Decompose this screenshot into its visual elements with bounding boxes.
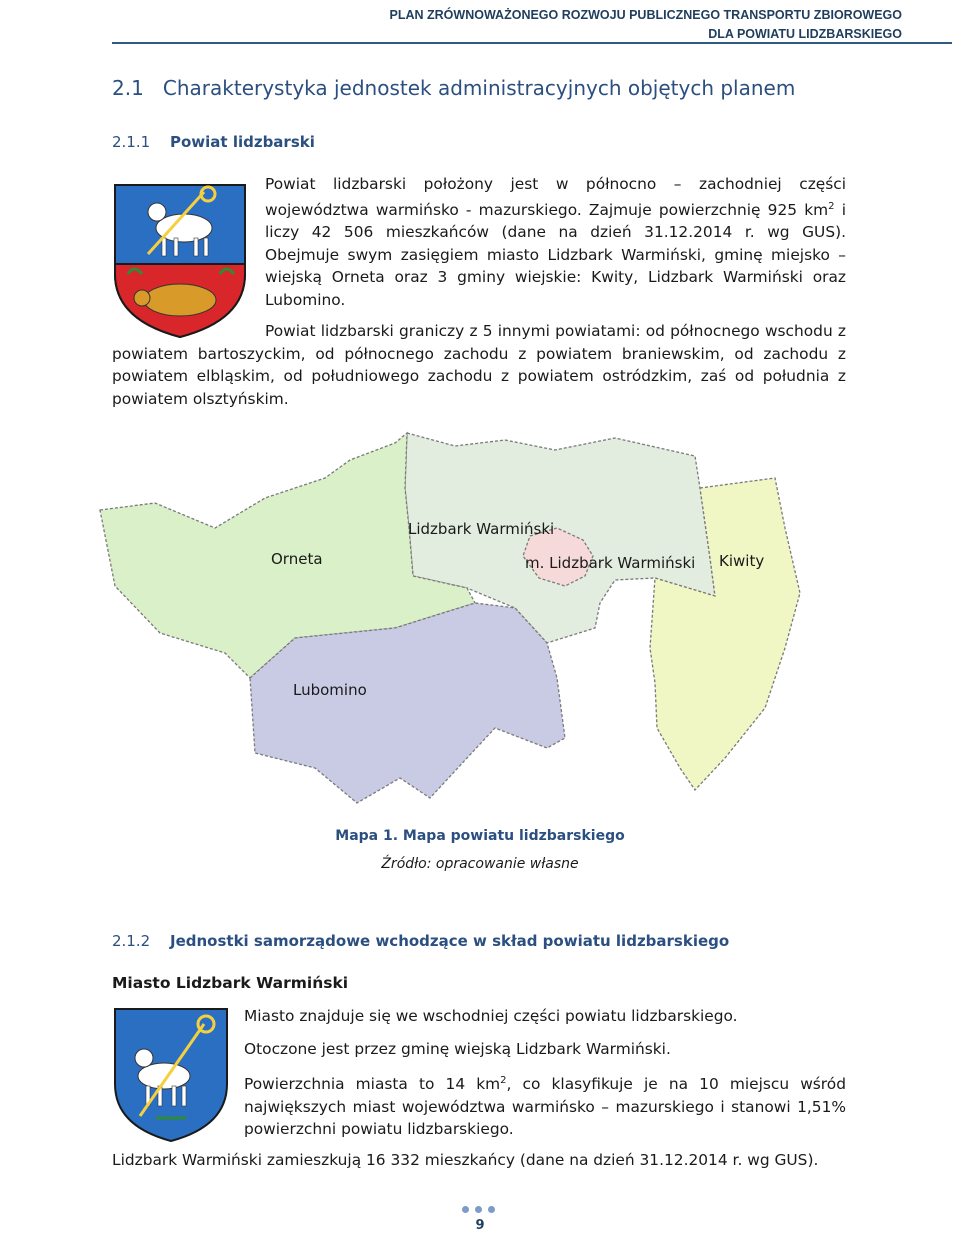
subsection-title: Powiat lidzbarski bbox=[170, 133, 315, 151]
city-area-text-b: , co klasyfikuje je na 10 miejscu wśród największych miast województwa warmińsko – mazurskiego i stanowi 1,51% powierzchni powiatu lidzbarskiego. bbox=[244, 1075, 846, 1139]
intro-text-b: i liczy 42 506 mieszkańców (dane na dzień 31.12.2014 r. wg GUS). Obejmuje swym zasięgiem miasto Lidzbark Warmiński, gminę miejsko – wiejską Orneta oraz 3 gminy wiejskie: Kwity, Lidzbark Warmiński oraz Lubomino. bbox=[265, 200, 846, 309]
city-title: Miasto Lidzbark Warmiński bbox=[112, 974, 349, 992]
section-number: 2.1 bbox=[112, 76, 144, 100]
intro-sup: 2 bbox=[828, 200, 835, 212]
city-population-line: Lidzbark Warmiński zamieszkują 16 332 mieszkańcy (dane na dzień 31.12.2014 r. wg GUS). bbox=[112, 1151, 819, 1169]
subsection-heading-1 bbox=[112, 133, 315, 151]
city-line-1: Miasto znajduje się we wschodniej części powiatu lidzbarskiego. bbox=[244, 1007, 738, 1025]
city-area-sup: 2 bbox=[500, 1075, 507, 1086]
section-title: Charakterystyka jednostek administracyjnych objętych planem bbox=[162, 76, 796, 100]
map-label-orneta: Orneta bbox=[271, 550, 323, 568]
map-label-miasto: m. Lidzbark Warmiński bbox=[525, 554, 696, 572]
map-label-lidzbark-gmina: Lidzbark Warmiński bbox=[408, 520, 555, 538]
map-caption: Mapa 1. Mapa powiatu lidzbarskiego bbox=[335, 828, 625, 844]
intro-paragraph bbox=[265, 173, 846, 311]
header-line-2: DLA POWIATU LIDZBARSKIEGO bbox=[708, 27, 902, 41]
page-number: 9 bbox=[475, 1218, 485, 1233]
header-line-1: PLAN ZRÓWNOWAŻONEGO ROZWOJU PUBLICZNEGO TRANSPORTU ZBIOROWEGO bbox=[389, 8, 902, 22]
district-map bbox=[95, 428, 825, 812]
subsection-heading-2 bbox=[112, 932, 729, 950]
page-dots bbox=[462, 1206, 501, 1213]
coat-of-arms-city-icon bbox=[112, 1006, 230, 1144]
city-area-text-a: Powierzchnia miasta to 14 km bbox=[244, 1075, 501, 1094]
section-heading bbox=[112, 76, 795, 100]
intro-text-a: Powiat lidzbarski położony jest w północno – zachodniej części województwa warmińsko - mazurskiego. Zajmuje powierzchnię 925 km bbox=[265, 175, 846, 219]
coat-of-arms-powiat-icon bbox=[112, 182, 248, 340]
header-rule bbox=[112, 42, 952, 44]
city-line-2: Otoczone jest przez gminę wiejską Lidzbark Warmiński. bbox=[244, 1040, 671, 1058]
borders-paragraph: Powiat lidzbarski graniczy z 5 innymi powiatami: od północnego wschodu z powiatem bartoszyckim, od północnego zachodu z powiatem braniewskim, od zachodu z powiatem elbląskim, od południowego zachodu z powiatem ostródzkim, zaś od południa z powiatem olsztyńskim. bbox=[112, 322, 846, 408]
map-source: Źródło: opracowanie własne bbox=[381, 856, 579, 872]
city-area-paragraph bbox=[244, 1070, 846, 1141]
running-header bbox=[390, 6, 902, 44]
map-label-lubomino: Lubomino bbox=[293, 681, 367, 699]
map-label-kiwity: Kiwity bbox=[719, 552, 765, 570]
subsection2-title: Jednostki samorządowe wchodzące w skład powiatu lidzbarskiego bbox=[170, 932, 730, 950]
subsection-number: 2.1.1 bbox=[112, 133, 151, 151]
subsection2-number: 2.1.2 bbox=[112, 932, 151, 950]
